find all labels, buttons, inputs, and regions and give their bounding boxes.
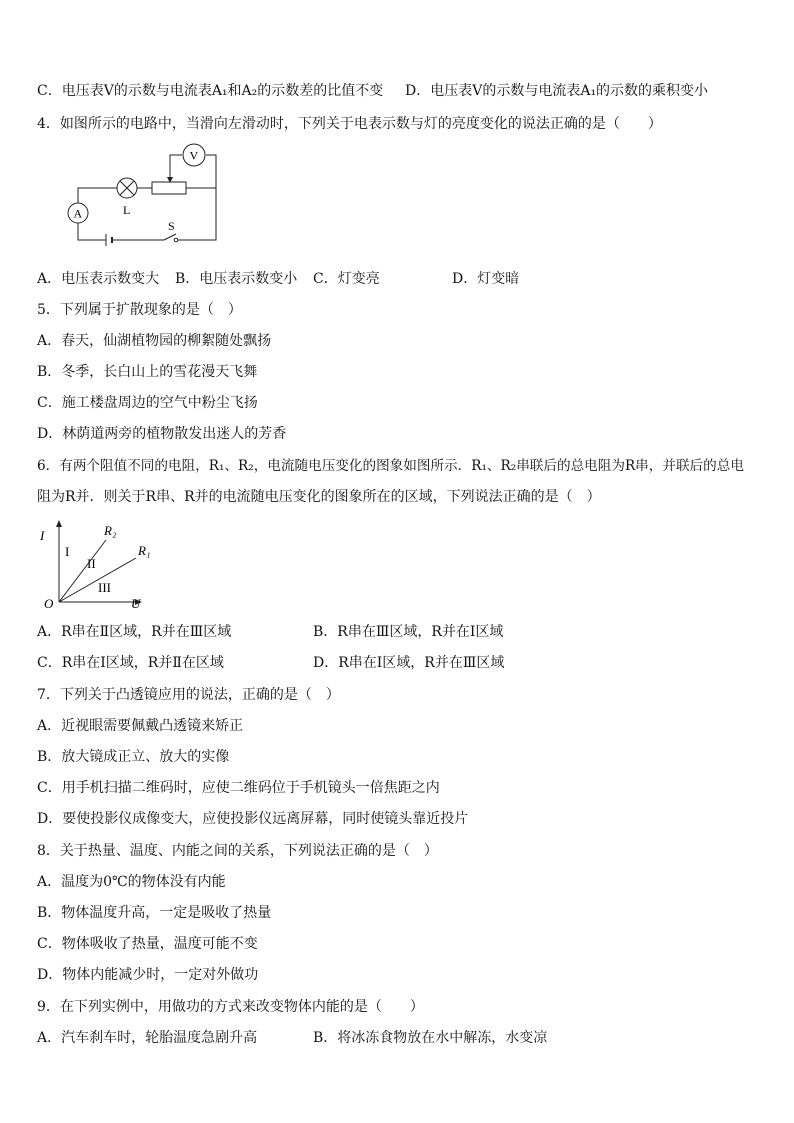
q6-option-b: B．R串在Ⅲ区域，R并在Ⅰ区域 (313, 624, 504, 640)
q5-option-d: D．林荫道两旁的植物散发出迷人的芳香 (37, 426, 287, 442)
q5-option-a: A．春天，仙湖植物园的柳絮随处飘扬 (37, 333, 272, 349)
region-2-label: II (87, 556, 96, 571)
switch-label: S (168, 219, 175, 233)
q4-option-d: D．灯变暗 (452, 271, 520, 287)
q3-option-c: C．电压表V的示数与电流表A₁和A₂的示数差的比值不变 (37, 83, 384, 99)
region-1-label: I (65, 544, 70, 559)
q7-option-a: A．近视眼需要佩戴凸透镜来矫正 (37, 718, 244, 734)
region-3-label: III (98, 580, 111, 595)
q8-option-d: D．物体内能减少时，一定对外做功 (37, 967, 259, 983)
q9-option-a: A．汽车刹车时，轮胎温度急剧升高 (37, 1030, 258, 1046)
q8-option-b: B．物体温度升高，一定是吸收了热量 (37, 905, 272, 921)
q6-iu-graph (32, 518, 167, 613)
voltmeter-label: V (189, 148, 199, 163)
origin-label: O (44, 596, 54, 611)
q7-option-d: D．要使投影仪成像变大，应使投影仪远离屏幕，同时使镜头靠近投片 (37, 811, 469, 827)
q6-stem-line2: 阻为R并．则关于R串、R并的电流随电压变化的图象所在的区域，下列说法正确的是（ ） (37, 489, 601, 505)
q8-option-c: C．物体吸收了热量，温度可能不变 (37, 936, 258, 952)
q5-option-c: C．施工楼盘周边的空气中粉尘飞扬 (37, 395, 258, 411)
r2-label: R₂ (104, 523, 117, 538)
r1-label: R₁ (138, 543, 151, 558)
ammeter-label: A (73, 206, 83, 221)
q7-stem: 7．下列关于凸透镜应用的说法，正确的是（ ） (37, 687, 340, 703)
lamp-icon (117, 178, 137, 198)
q6-option-a: A．R串在Ⅱ区域，R并在Ⅲ区域 (37, 624, 232, 640)
q4-option-b: B．电压表示数变小 (175, 271, 298, 287)
x-axis-label: U (131, 596, 141, 611)
q7-option-b: B．放大镜成正立、放大的实像 (37, 749, 230, 765)
lamp-label: L (123, 203, 131, 217)
q3-option-d: D．电压表V的示数与电流表A₁的示数的乘积变小 (405, 83, 709, 99)
q6-option-c: C．R串在Ⅰ区域，R并Ⅱ在区域 (37, 655, 224, 671)
q5-option-b: B．冬季，长白山上的雪花漫天飞舞 (37, 364, 258, 380)
q4-circuit-diagram (60, 140, 230, 250)
q8-option-a: A．温度为0℃的物体没有内能 (37, 874, 226, 890)
q9-option-b: B．将冰冻食物放在水中解冻，水变凉 (313, 1030, 548, 1046)
y-axis-label: I (40, 528, 45, 543)
q4-option-a: A．电压表示数变大 (37, 271, 160, 287)
q8-stem: 8．关于热量、温度、内能之间的关系，下列说法正确的是（ ） (37, 843, 438, 859)
q7-option-c: C．用手机扫描二维码时，应使二维码位于手机镜头一倍焦距之内 (37, 780, 440, 796)
q9-stem: 9．在下列实例中，用做功的方式来改变物体内能的是（ ） (37, 999, 424, 1015)
q5-stem: 5．下列属于扩散现象的是（ ） (37, 302, 242, 318)
q4-option-c: C．灯变亮 (313, 271, 380, 287)
q4-stem: 4．如图所示的电路中，当滑向左滑动时，下列关于电表示数与灯的亮度变化的说法正确的是（ ） (37, 116, 662, 132)
q6-stem-line1: 6．有两个阻值不同的电阻，R₁、R₂，电流随电压变化的图象如图所示．R₁、R₂串联后的总电阻为R串，并联后的总电 (37, 458, 744, 474)
q6-option-d: D．R串在Ⅰ区域，R并在Ⅲ区域 (313, 655, 505, 671)
